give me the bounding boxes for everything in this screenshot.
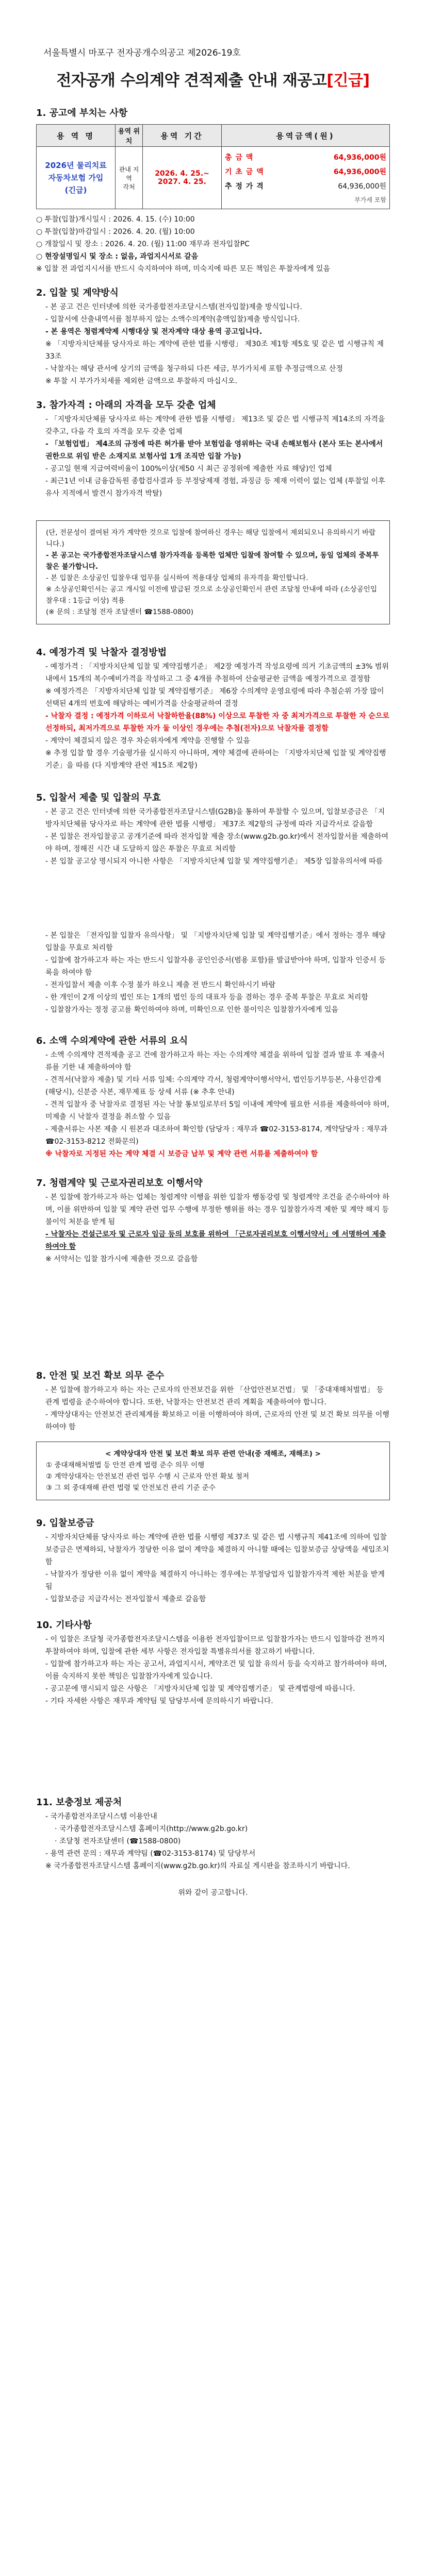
announce-number: 서울특별시 마포구 전자공개수의공고 제2026-19호	[43, 48, 241, 58]
sec5-line: - 본 입찰 공고상 명시되지 아니한 사항은 「지방자치단체 입찰 및 계약집행기준」 제5장 입찰유의서에 따름	[45, 857, 383, 866]
sec3-box-line: - 본 입찰은 소상공인 입찰우대 업무를 실시하여 적용대상 업체의 유자격을 확인합니다.	[46, 574, 308, 582]
sec7-line: - 본 입찰에 참가하고자 하는 업체는 청렴계약 이행을 위한 입찰자 행동강령 및 청렴계약 조건을 준수하여야 하며, 이를 위반하여 입찰 및 계약 관련 업무 수행에 부정한 행위를 하는 경우 입찰참가자격 제한 및 계약 해지 등 불이익 처분을 받게 됨	[45, 1193, 389, 1226]
sec10-line: - 공고문에 명시되지 않은 사항은 「지방자치단체 입찰 및 계약집행기준」 및 관계법령에 따릅니다.	[45, 1685, 355, 1693]
cell-location	[116, 147, 143, 209]
section-6-heading: 6. 소액 수의계약에 관한 서류의 요식	[36, 1036, 188, 1046]
section-1-heading: 1. 공고에 부치는 사항	[36, 108, 128, 118]
section-4-heading: 4. 예정가격 및 낙찰자 결정방법	[36, 647, 167, 658]
sec7-line: - 낙찰자는 건설근로자 및 근로자 임금 등의 보호를 위하여 「근로자권리보호 이행서약서」에 서명하여 제출하여야 함	[45, 1230, 386, 1251]
sec8-box-title: < 계약상대자 안전 및 보건 확보 의무 관련 안내(중 재해조, 재해조) >	[105, 1450, 321, 1458]
amount-row-estimate: 추 정 가 격 64,936,000원	[225, 182, 386, 191]
cell-period	[143, 147, 222, 209]
cell-amount	[222, 147, 390, 209]
sec10-line: - 입찰에 참가하고자 하는 자는 공고서, 과업지시서, 계약조건 및 입찰 유의서 등을 숙지하고 참가하여야 하며, 이를 숙지하지 못한 책임은 입찰참가자에게 있습니다.	[45, 1660, 387, 1681]
sec3-box-line: (단, 전문성이 결여된 자가 계약한 것으로 입찰에 참여하신 경우는 해당 입찰에서 제외되오니 유의하시기 바랍니다.)	[46, 529, 376, 548]
sec8-line: - 본 입찰에 참가하고자 하는 자는 근로자의 안전보건을 위한 「산업안전보건법」 및 「중대재해처벌법」 등 관계 법령을 준수하여야 합니다. 또한, 낙찰자는 안전보건 관리 계획을 제출하여야 합니다.	[45, 1386, 384, 1406]
section-2	[36, 285, 390, 387]
sec5-line2: - 본 입찰은 「전자입찰 입찰자 유의사항」 및 「지방자치단체 입찰 및 계약집행기준」에서 정하는 경우 해당 입찰을 무효로 처리함	[45, 931, 386, 952]
amount-row-total: 총 금 액 64,936,000원	[225, 153, 386, 162]
section-6	[36, 1033, 390, 1160]
sec10-line: - 이 입찰은 조달청 국가종합전자조달시스템을 이용한 전자입찰이므로 입찰참가자는 반드시 입찰마감 전까지 투찰하여야 하며, 입찰에 관한 세부 사항은 전자입찰 특별유의서를 참고하기 바랍니다.	[45, 1635, 385, 1656]
sec8-box-line: ① 중대재해처벌법 등 안전 관계 법령 준수 의무 이행	[46, 1461, 205, 1469]
title-main: 전자공개 수의계약 견적제출 안내 재공고	[56, 72, 327, 90]
location-value: 관내 지역	[119, 165, 139, 182]
sec6-line: - 소액 수의계약 견적제출 공고 건에 참가하고자 하는 자는 수의계약 체결을 위하여 입찰 결과 발표 후 제출서류를 기한 내 제출하여야 함	[45, 1051, 385, 1072]
section-7-heading: 7. 청렴계약 및 근로자권리보호 이행서약	[36, 1178, 203, 1189]
sec3-box-line: ※ 소상공인확인서는 공고 개시일 이전에 발급된 것으로 소상공인확인서 관련 조달청 안내에 따라 (소상공인입찰우대 : 1등급 이상) 적용	[46, 585, 377, 605]
sec3-line: - 최근1년 이내 금융감독원 종합검사결과 등 부정당제재 경험, 과징금 등 제재 이력이 없는 업체 (투찰일 이후 유사 지적에서 발견시 참가자격 박탈)	[45, 477, 385, 498]
period-value: 2026. 4. 25.~ 2027. 4. 25.	[155, 170, 209, 186]
section-1	[36, 106, 390, 275]
sec4-line: - 계약이 체결되지 않은 경우 차순위자에게 계약을 진행할 수 있음	[45, 737, 250, 745]
page-title	[36, 67, 390, 90]
sec2-line: - 본 용역은 청렴계약제 시행대상 및 전자계약 대상 용역 공고입니다.	[45, 328, 263, 336]
section-11	[36, 1795, 390, 1899]
items-table	[36, 124, 390, 209]
sec6-line: ※ 낙찰자로 지정된 자는 계약 체결 시 보증금 납부 및 계약 관련 서류를 제출하여야 함	[45, 1150, 318, 1158]
sec2-line: - 낙찰자는 해당 관서에 상기의 금액을 청구하되 다른 세금, 부가가치세 포함 추정금액으로 산정	[45, 365, 343, 373]
sec3-box	[36, 520, 390, 624]
sec4-line: - 예정가격 : 「지방자치단체 입찰 및 계약집행기준」 제2장 예정가격 작성요령에 의거 기초금액의 ±3% 범위 내에서 15개의 복수예비가격을 작성하고 그 중 4개를 추첨하여 산술평균한 금액을 예정가격으로 결정함	[45, 663, 389, 683]
sec9-line: - 지방자치단체를 당사자로 하는 계약에 관한 법률 시행령 제37조 및 같은 법 시행규칙 제41조에 의하여 입찰보증금은 면제하되, 낙찰자가 정당한 이유 없이 계약을 체결하지 아니할 때에는 입찰보증금 상당액을 세입조치함	[45, 1533, 389, 1566]
sec6-line: - 견적 입찰자 중 낙찰자로 결정된 자는 낙찰 통보일로부터 5일 이내에 계약에 필요한 서류를 제출하여야 하며, 미제출 시 낙찰자 결정을 취소할 수 있음	[45, 1100, 389, 1121]
sec5-line: - 본 공고 건은 인터넷에 의한 국가종합전자조달시스템(G2B)을 통하여 투찰할 수 있으며, 입찰보증금은 「지방자치단체를 당사자로 하는 계약에 관한 법률 시행령」 제37조 제2항의 규정에 따라 지급각서로 갈음함	[45, 808, 385, 828]
sec3-line: - 「보험업법」 제4조의 규정에 따른 허가를 받아 보험업을 영위하는 국내 손해보험사 (본사 또는 본사에서 권한으로 위임 받은 소재지로 보험사업 1개 조직만 입찰 가능)	[45, 440, 383, 461]
items-table-header	[37, 125, 390, 147]
sec4-line: ※ 추정 입찰 할 경우 기술평가를 실시하지 아니하며, 계약 체결에 관하여는 「지방자치단체 입찰 및 계약집행기준」을 따름 (다 지방계약 관련 제15조 제2항)	[45, 749, 386, 770]
sec5-line: - 본 입찰은 전자입찰공고 공개기준에 따라 전자입찰 제출 장소(www.g2b.go.kr)에서 전자입찰서를 제출하여야 하며, 정해진 시간 내 도달하지 않은 투찰은 무효로 처리함	[45, 833, 389, 853]
amount-row-vat: 부가세 포함	[354, 196, 386, 204]
table-row	[37, 147, 390, 209]
sec11-link[interactable]: · 국가종합전자조달시스템 홈페이지(http://www.g2b.go.kr)	[55, 1825, 248, 1833]
title-tag: [긴급]	[326, 72, 370, 90]
name-sub: (긴급)	[64, 185, 87, 195]
section-5-heading: 5. 입찰서 제출 및 입찰의 무효	[36, 792, 161, 803]
sec8-box	[36, 1442, 390, 1500]
note-site: ○ 현장설명일시 및 장소 : 없음, 과업지시서로 갈음	[36, 252, 199, 261]
sec4-line: - 낙찰자 결정 : 예정가격 이하로서 낙찰하한율(88%) 이상으로 투찰한 자 중 최저가격으로 투찰한 자 순으로 선정하되, 최저가격으로 투찰한 자가 둘 이상인 경우에는 추첨(전자)으로 낙찰자를 결정함	[45, 712, 389, 733]
sec5-line2: - 입찰에 참가하고자 하는 자는 반드시 입찰자용 공인인증서(범용 포함)를 발급받아야 하며, 입찰자 인증서 등록을 하여야 함	[45, 956, 386, 977]
location-short: 각처	[123, 183, 135, 191]
section-9-heading: 9. 입찰보증금	[36, 1518, 94, 1529]
amount-row-base: 기 초 금 액 64,936,000원	[225, 167, 386, 176]
section-2-heading: 2. 입찰 및 계약방식	[36, 287, 119, 298]
cell-name	[37, 147, 116, 209]
sec2-line: - 본 공고 건은 인터넷에 의한 국가종합전자조달시스템(전자입찰)제출 방식입니다.	[45, 303, 302, 311]
note-open: ○ 투찰(입찰)개시일시 : 2026. 4. 15. (수) 10:00	[36, 215, 195, 224]
section-10	[36, 1618, 390, 1707]
sec3-line: - 공고일 현재 지급여력비율이 100%이상(제50 시 최근 공정위에 제출한 자료 해당)인 업체	[45, 465, 332, 473]
section-3-heading: 3. 참가자격 : 아래의 자격을 모두 갖춘 업체	[36, 400, 216, 411]
section-8	[36, 1368, 390, 1500]
th-location: 용역 위치	[116, 125, 143, 147]
sec2-line: - 입찰서에 산출내역서를 첨부하지 않는 소액수의계약(총액입찰)제출 방식입니다.	[45, 315, 300, 324]
sec2-line: ※ 「지방자치단체를 당사자로 하는 계약에 관한 법률 시행령」 제30조 제1항 제5호 및 같은 법 시행규칙 제33조	[45, 340, 384, 361]
sec10-line: - 기타 자세한 사항은 재무과 계약팀 및 담당부서에 문의하시기 바랍니다.	[45, 1697, 273, 1705]
sec2-line: ※ 투찰 시 부가가치세를 제외한 금액으로 투찰하지 마십시오.	[45, 377, 237, 385]
section-8-heading: 8. 안전 및 보건 확보 의무 준수	[36, 1370, 165, 1381]
th-amount: 용역금액(원)	[222, 125, 390, 147]
closing-text: 위와 같이 공고합니다.	[178, 1889, 248, 1897]
sec9-line: - 입찰보증금 지급각서는 전자입찰서 제출로 갈음함	[45, 1595, 206, 1603]
sec6-line: - 제출서류는 사본 제출 시 원본과 대조하여 확인함 (담당자 : 재무과 ☎02-3153-8174, 계약담당자 : 재무과 ☎02-3153-8212 전화문의)	[45, 1125, 388, 1146]
sec6-line: - 견적서(낙찰자 제출) 및 기타 서류 일체: 수의계약 각서, 청렴계약이행서약서, 법인등기부등본, 사용인감계(해당시), 신분증 사본, 재무제표 등 상세 서류 (※ 추후 안내)	[45, 1076, 382, 1096]
section-9	[36, 1516, 390, 1605]
name-rest: 자동차보험 가입	[48, 173, 104, 182]
note-close: ○ 투찰(입찰)마감일시 : 2026. 4. 20. (월) 10:00	[36, 228, 195, 236]
sec7-line: ※ 서약서는 입찰 참가시에 제출한 것으로 갈음함	[45, 1255, 198, 1263]
section-7	[36, 1176, 390, 1265]
sec4-line: ※ 예정가격은 「지방자치단체 입찰 및 계약집행기준」 제6장 수의계약 운영요령에 따라 추첨순위 가장 많이 선택된 4개의 번호에 해당하는 예비가격을 산술평균하여 결정	[45, 687, 384, 708]
section-5	[36, 790, 390, 1016]
sec11-line: - 용역 관련 문의 : 재무과 계약팀 (☎02-3153-8174) 및 담당부서	[45, 1850, 256, 1858]
th-name: 용 역 명	[37, 125, 116, 147]
section-11-heading: 11. 보충정보 제공처	[36, 1797, 122, 1808]
sec8-box-line: ② 계약상대자는 안전보건 관련 업무 수행 시 근로자 안전 확보 철저	[46, 1472, 250, 1481]
sec11-line: - 국가종합전자조달시스템 이용안내	[45, 1812, 157, 1821]
section-4	[36, 645, 390, 772]
th-period: 용역 기간	[143, 125, 222, 147]
note-opening: ○ 개찰일시 및 장소 : 2026. 4. 20. (월) 11:00 재무과 전자입찰PC	[36, 240, 250, 248]
sec5-line2: - 입찰참가자는 정정 공고를 확인하여야 하며, 미확인으로 인한 불이익은 입찰참가자에게 있음	[45, 1006, 338, 1014]
name-year: 2026년 물리치료	[45, 161, 107, 170]
sec5-line2: - 한 개인이 2개 이상의 법인 또는 1개의 법인 등의 대표자 등을 겸하는 경우 중복 투찰은 무효로 처리함	[45, 993, 368, 1002]
sec11-line: · 조달청 전자조달센터 (☎1588-0800)	[55, 1837, 181, 1845]
section-3	[36, 398, 390, 624]
sec8-line: - 계약상대자는 안전보건 관리체계를 확보하고 이를 이행하여야 하며, 근로자의 안전 및 보건 확보 의무를 이행하여야 함	[45, 1411, 389, 1431]
sec3-box-line: - 본 공고는 국가종합전자조달시스템 참가자격을 등록한 업체만 입찰에 참여할 수 있으며, 동일 업체의 중복투찰은 불가합니다.	[46, 551, 379, 571]
section-10-heading: 10. 기타사항	[36, 1620, 92, 1631]
sec8-box-line: ③ 그 외 중대재해 관련 법령 및 안전보건 관리 기준 준수	[46, 1484, 216, 1492]
sec5-line2: - 전자입찰서 제출 이후 수정 불가 하오니 제출 전 반드시 확인하시기 바람	[45, 981, 276, 989]
sec3-box-line: (※ 문의 : 조달청 전자 조달센터 ☎1588-0800)	[46, 608, 193, 616]
sec11-line: ※ 국가종합전자조달시스템 홈페이지(www.g2b.go.kr)의 자료실 게시판을 참조하시기 바랍니다.	[45, 1862, 350, 1870]
sec9-line: - 낙찰자가 정당한 이유 없이 계약을 체결하지 아니하는 경우에는 부정당업자 입찰참가자격 제한 처분을 받게 됨	[45, 1570, 385, 1591]
note-warning: ※ 입찰 전 과업지시서를 반드시 숙지하여야 하며, 미숙지에 따른 모든 책임은 투찰자에게 있음	[36, 265, 330, 273]
sec3-line: - 「지방자치단체를 당사자로 하는 계약에 관한 법률 시행령」 제13조 및 같은 법 시행규칙 제14조의 자격을 갖추고, 다음 각 호의 자격을 모두 갖춘 업체	[45, 415, 385, 436]
